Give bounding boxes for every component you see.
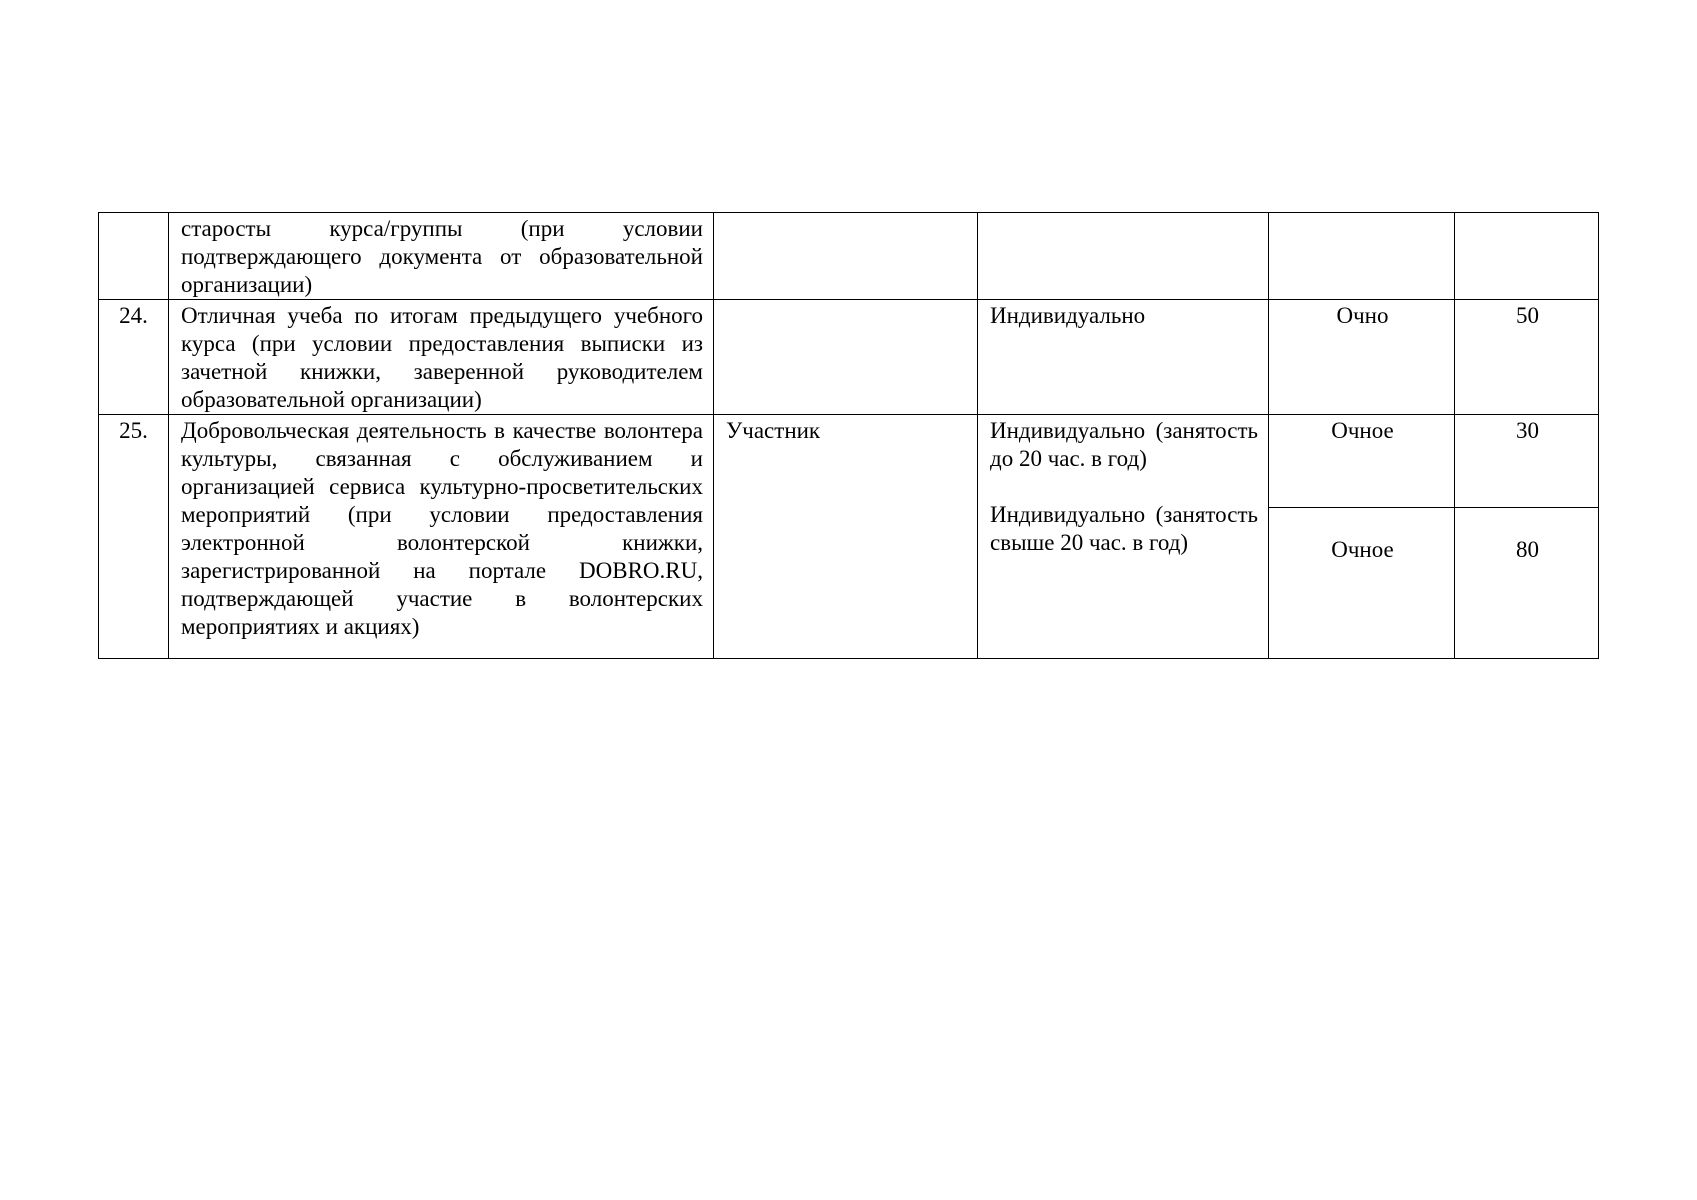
form-option-2: Индивидуально (занятость свыше 20 час. в год) (990, 502, 1258, 555)
row-points: 50 (1455, 300, 1599, 415)
spacer (990, 473, 1258, 501)
table-row (99, 415, 1599, 508)
row-number: 25. (99, 415, 169, 659)
row-description: старосты курса/группы (при условии подтверждающего документа от образовательной организации) (169, 213, 714, 300)
row-description: Добровольческая деятельность в качестве волонтера культуры, связанная с обслуживанием и организацией сервиса культурно-просветительских мероприятий (при условии предоставления электронной волонтерской книжки, зарегистрированной на портале DOBRO.RU, подтверждающей участие в волонтерских мероприятиях и акциях) (169, 415, 714, 659)
row-format: Очное (1269, 508, 1455, 659)
row-form: Индивидуально (978, 300, 1269, 415)
row-status: Участник (714, 415, 978, 659)
row-format (1269, 213, 1455, 300)
row-points: 80 (1455, 508, 1599, 659)
row-format: Очно (1269, 300, 1455, 415)
row-format: Очное (1269, 415, 1455, 508)
row-points: 30 (1455, 415, 1599, 508)
row-number (99, 213, 169, 300)
row-form (978, 213, 1269, 300)
row-points (1455, 213, 1599, 300)
row-status (714, 300, 978, 415)
row-form (978, 415, 1269, 659)
form-option-1: Индивидуально (занятость до 20 час. в год) (990, 418, 1258, 471)
activities-table (98, 212, 1599, 659)
table-row (99, 213, 1599, 300)
table-row (99, 300, 1599, 415)
row-number: 24. (99, 300, 169, 415)
row-description: Отличная учеба по итогам предыдущего учебного курса (при условии предоставления выписки из зачетной книжки, заверенной руководителем образовательной организации) (169, 300, 714, 415)
row-status (714, 213, 978, 300)
